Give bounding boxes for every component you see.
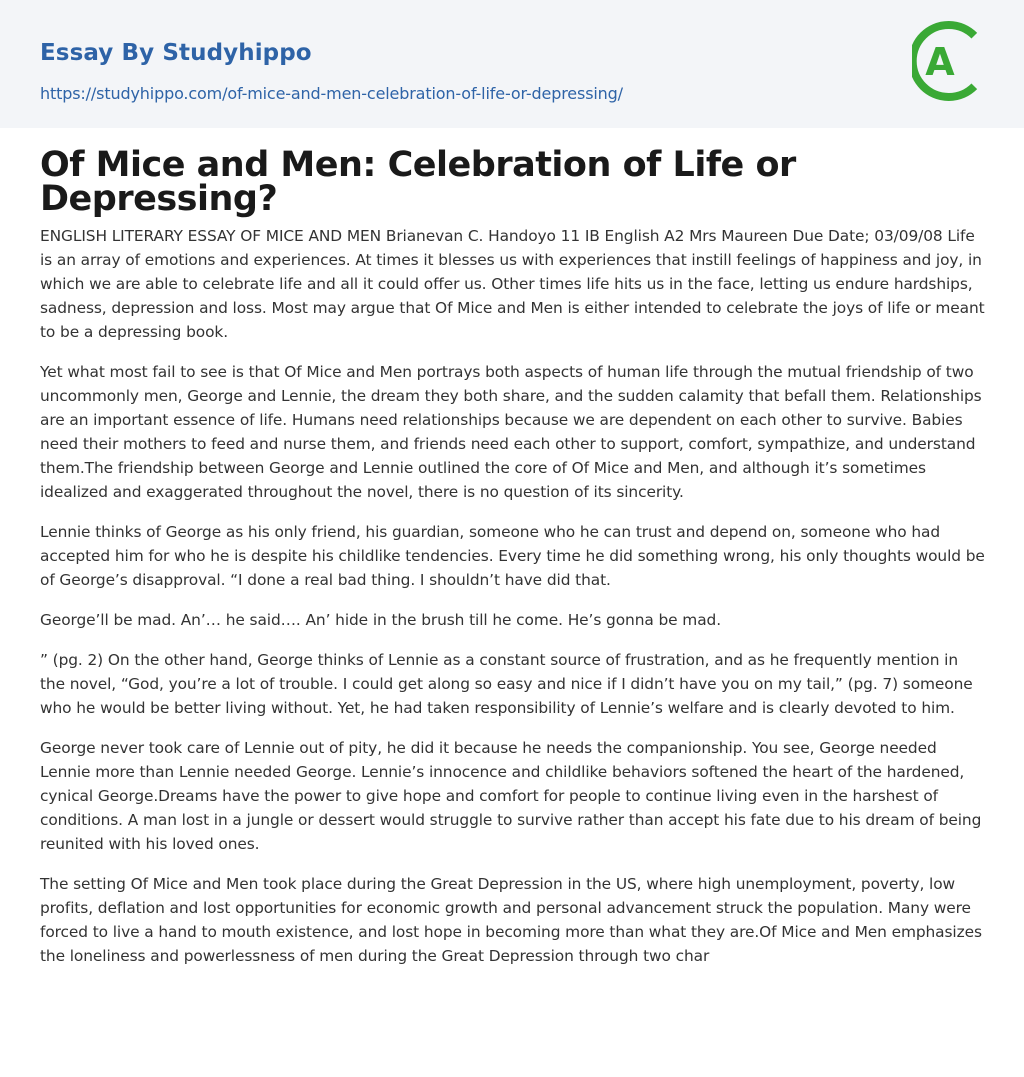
essay-paragraph: Yet what most fail to see is that Of Mice and Men portrays both aspects of human life through the mutual friendship of two uncommonly men, George and Lennie, the dream they both share, and the sudden calamity that befall them. Relationships are an important essence of life. Humans need relationships because we are dependent on each other to survive. Babies need their mothers to feed and nurse them, and friends need each other to support, comfort, sympathize, and understand them.The friendship between George and Lennie outlined the core of Of Mice and Men, and although it’s sometimes idealized and exaggerated throughout the novel, there is no question of its sincerity. [40, 363, 982, 501]
essay-title: Of Mice and Men: Celebration of Life or Depressing? [40, 145, 796, 219]
site-brand[interactable]: Essay By Studyhippo [40, 40, 312, 66]
studyhippo-logo-icon[interactable] [912, 18, 988, 106]
essay-paragraph: ENGLISH LITERARY ESSAY OF MICE AND MEN Brianevan C. Handoyo 11 IB English A2 Mrs Maureen Due Date; 03/09/08 Life is an array of emotions and experiences. At times it blesses us with experiences that instill feelings of happiness and joy, in which we are able to celebrate life and all it could offer us. Other times life hits us in the face, letting us endure hardships, sadness, depression and loss. Most may argue that Of Mice and Men is either intended to celebrate the joys of life or meant to be a depressing book. [40, 227, 985, 341]
essay-paragraph: George never took care of Lennie out of pity, he did it because he needs the companionship. You see, George needed Lennie more than Lennie needed George. Lennie’s innocence and childlike behaviors softened the heart of the hardened, cynical George.Dreams have the power to give hope and comfort for people to continue living even in the harshest of conditions. A man lost in a jungle or dessert would struggle to survive rather than accept his fate due to his dream of being reunited with his loved ones. [40, 739, 982, 853]
essay-paragraph: George’ll be mad. An’… he said…. An’ hide in the brush till he come. He’s gonna be mad. [40, 611, 721, 629]
logo-letter: A [925, 40, 955, 84]
essay-paragraph: The setting Of Mice and Men took place during the Great Depression in the US, where high unemployment, poverty, low profits, deflation and lost opportunities for economic growth and personal advancement struck the population. Many were forced to live a hand to mouth existence, and lost hope in becoming more than what they are.Of Mice and Men emphasizes the loneliness and powerlessness of men during the Great Depression through two char [40, 875, 982, 965]
essay-paragraph: ” (pg. 2) On the other hand, George thinks of Lennie as a constant source of frustration, and as he frequently mention in the novel, “God, you’re a lot of trouble. I could get along so easy and nice if I didn’t have you on my tail,” (pg. 7) someone who he would be better living without. Yet, he had taken responsibility of Lennie’s welfare and is clearly devoted to him. [40, 651, 973, 717]
essay-content [40, 145, 986, 984]
essay-paragraph: Lennie thinks of George as his only friend, his guardian, someone who he can trust and depend on, someone who had accepted him for who he is despite his childlike tendencies. Every time he did something wrong, his only thoughts would be of George’s disapproval. “I done a real bad thing. I shouldn’t have did that. [40, 523, 985, 589]
site-header [0, 0, 1024, 128]
source-url-link[interactable]: https://studyhippo.com/of-mice-and-men-celebration-of-life-or-depressing/ [40, 84, 623, 103]
